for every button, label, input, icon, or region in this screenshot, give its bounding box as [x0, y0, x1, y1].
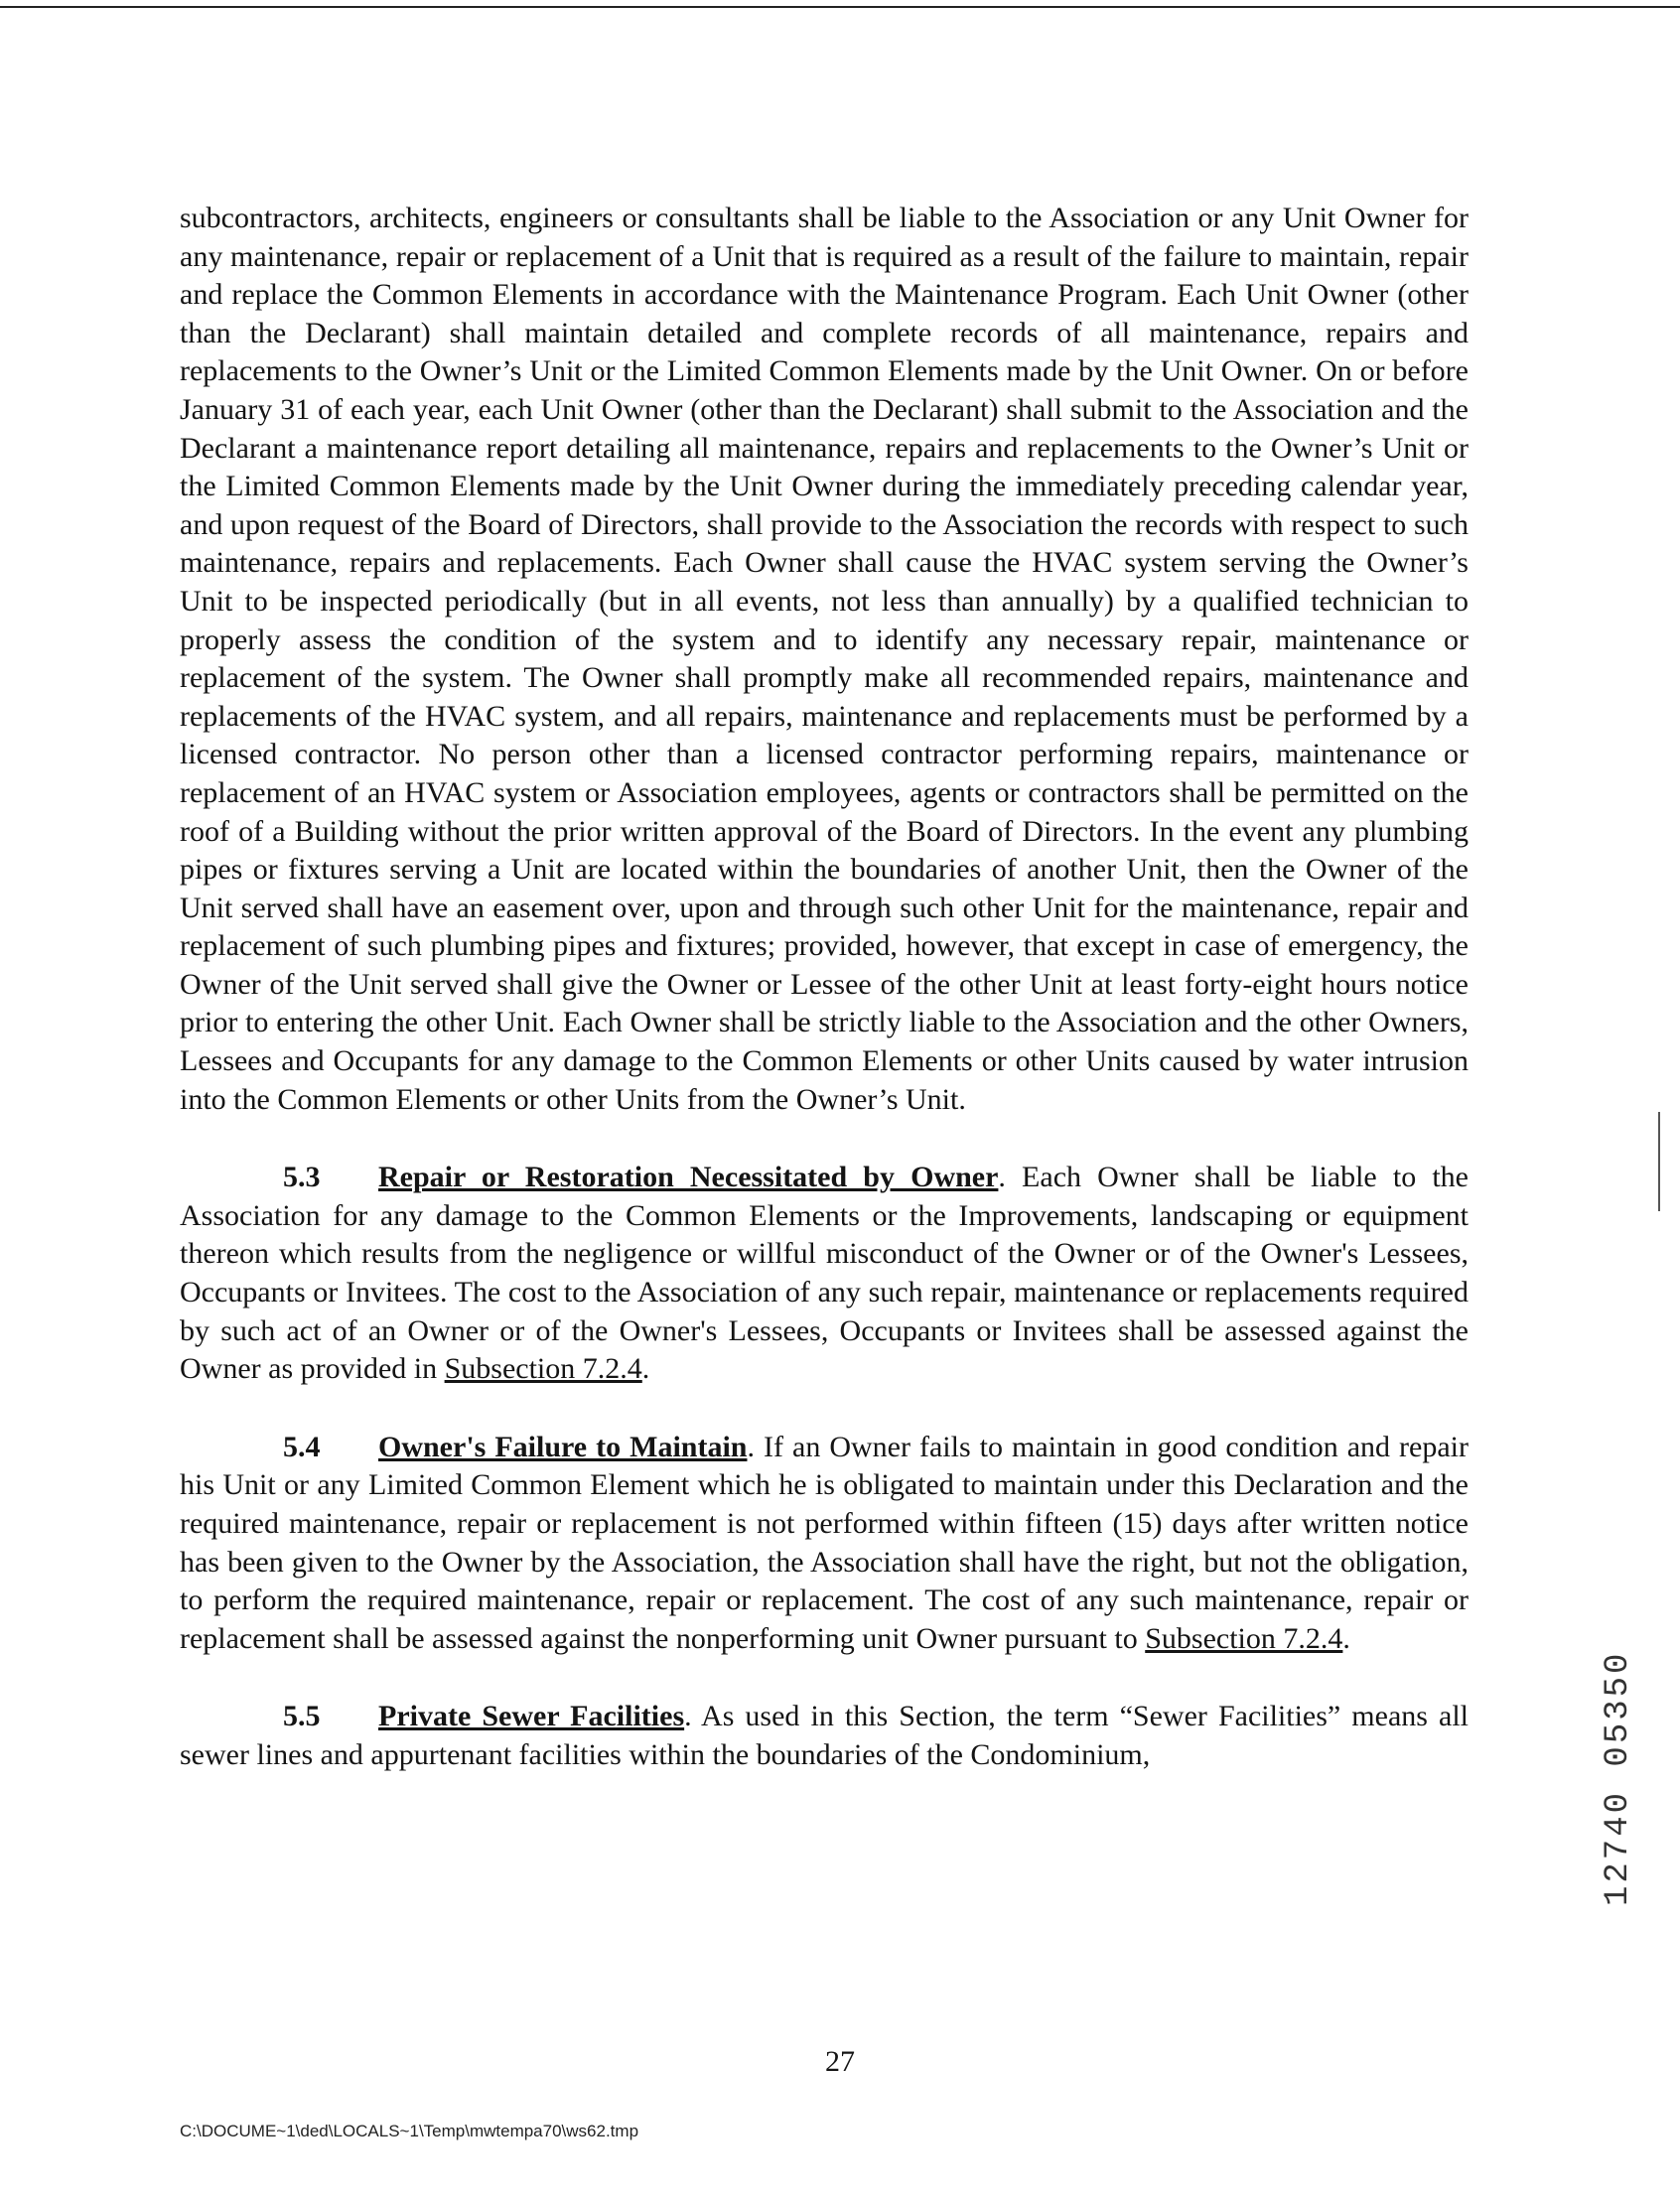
section-number: 5.3: [283, 1161, 321, 1194]
section-5-4: [180, 1429, 1469, 1659]
section-5-5: [180, 1698, 1469, 1774]
recording-stamp: [1596, 1608, 1639, 1906]
page-number: 27: [825, 2045, 855, 2078]
section-text-end: .: [1342, 1621, 1350, 1655]
document-body: [180, 200, 1469, 1775]
scan-top-border: [0, 6, 1680, 8]
section-5-3: [180, 1159, 1469, 1389]
section-title: Owner's Failure to Maintain: [378, 1430, 748, 1463]
subsection-reference: Subsection 7.2.4: [444, 1352, 642, 1386]
section-text: . Each Owner shall be liable to the Association for any damage to the Common Elements or the Improvements, landscaping or equipment thereon which results from the negligence or willful misconduct of the Owner or of the Owner's Lessees, Occupants or Invitees. The cost to the Association of any such repair, maintenance or replacements required by such act of an Owner or of the Owner's Lessees, Occupants or Invitees shall be assessed against the Owner as provided in: [180, 1161, 1469, 1386]
recording-stamp-text: 12740 05350: [1600, 1650, 1637, 1906]
section-text: . If an Owner fails to maintain in good condition and repair his Unit or any Limited Common Element which he is obligated to maintain under this Declaration and the required maintenance, repair or replacement is not performed within fifteen (15) days after written notice has been given to the Owner by the Association, the Association shall have the right, but not the obligation, to perform the required maintenance, repair or replacement. The cost of any such maintenance, repair or replacement shall be assessed against the nonperforming unit Owner pursuant to: [180, 1430, 1469, 1655]
subsection-reference: Subsection 7.2.4: [1145, 1621, 1343, 1655]
continuation-paragraph: subcontractors, architects, engineers or consultants shall be liable to the Association or any Unit Owner for any maintenance, repair or replacement of a Unit that is required as a result of the failure to maintain, repair and replace the Common Elements in accordance with the Maintenance Program. Each Unit Owner (other than the Declarant) shall maintain detailed and complete records of all maintenance, repairs and replacements to the Owner’s Unit or the Limited Common Elements made by the Unit Owner. On or before January 31 of each year, each Unit Owner (other than the Declarant) shall submit to the Association and the Declarant a maintenance report detailing all maintenance, repairs and replacements to the Owner’s Unit or the Limited Common Elements made by the Unit Owner during the immediately preceding calendar year, and upon request of the Board of Directors, shall provide to the Association the records with respect to such maintenance, repairs and replacements. Each Owner shall cause the HVAC system serving the Owner’s Unit to be inspected periodically (but in all events, not less than annually) by a qualified technician to properly assess the condition of the system and to identify any necessary repair, maintenance or replacement of the system. The Owner shall promptly make all recommended repairs, maintenance and replacements of the HVAC system, and all repairs, maintenance and replacements must be performed by a licensed contractor. No person other than a licensed contractor performing repairs, maintenance or replacement of an HVAC system or Association employees, agents or contractors shall be permitted on the roof of a Building without the prior written approval of the Board of Directors. In the event any plumbing pipes or fixtures serving a Unit are located within the boundaries of another Unit, then the Owner of the Unit served shall have an easement over, upon and through such other Unit for the maintenance, repair and replacement of such plumbing pipes and fixtures; provided, however, that except in case of emergency, the Owner of the Unit served shall give the Owner or Lessee of the other Unit at least forty-eight hours notice prior to entering the other Unit. Each Owner shall be strictly liable to the Association and the other Owners, Lessees and Occupants for any damage to the Common Elements or other Units caused by water intrusion into the Common Elements or other Units from the Owner’s Unit.: [180, 202, 1469, 1116]
footer-file-path: C:\DOCUME~1\ded\LOCALS~1\Temp\mwtempa70\ws62.tmp: [180, 2122, 639, 2140]
section-text: . As used in this Section, the term “Sewer Facilities” means all sewer lines and appurtenant facilities within the boundaries of the Condominium,: [180, 1700, 1469, 1771]
scan-margin-mark: [1658, 1112, 1660, 1211]
section-number: 5.5: [283, 1700, 321, 1733]
section-title: Repair or Restoration Necessitated by Owner: [378, 1161, 999, 1194]
section-number: 5.4: [283, 1430, 321, 1463]
section-text-end: .: [641, 1352, 650, 1386]
section-title: Private Sewer Facilities: [378, 1700, 685, 1733]
